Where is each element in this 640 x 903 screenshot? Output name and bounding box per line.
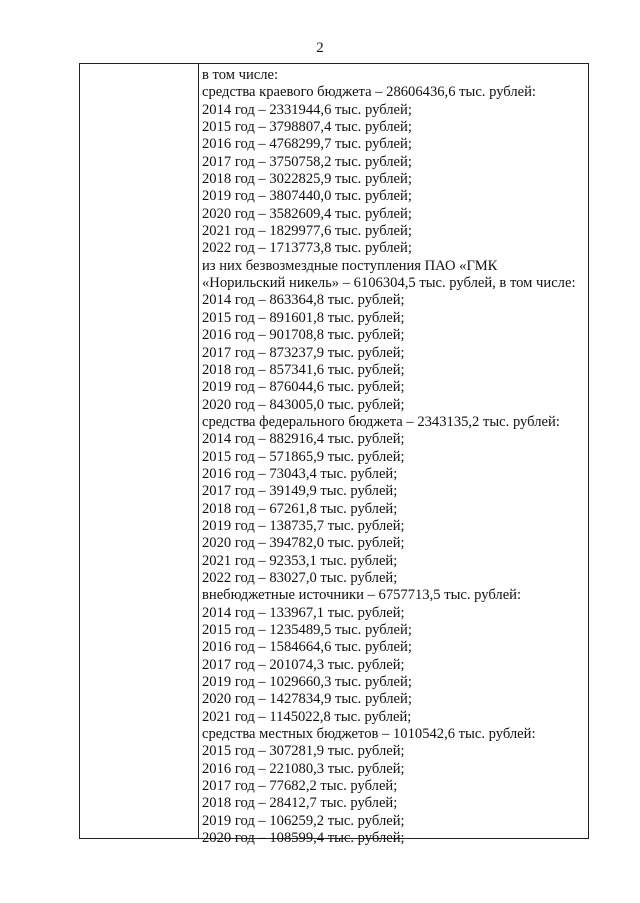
text-line: 2019 год – 3807440,0 тыс. рублей; xyxy=(202,188,412,205)
text-line: 2016 год – 73043,4 тыс. рублей; xyxy=(202,465,398,482)
text-line: 2020 год – 843005,0 тыс. рублей; xyxy=(202,396,405,413)
text-line: 2022 год – 83027,0 тыс. рублей; xyxy=(202,569,398,586)
text-line: 2014 год – 2331944,6 тыс. рублей; xyxy=(202,101,412,118)
text-line: 2017 год – 39149,9 тыс. рублей; xyxy=(202,483,398,500)
text-line: 2018 год – 3022825,9 тыс. рублей; xyxy=(202,171,412,188)
text-line: средства федерального бюджета – 2343135,2 тыс. рублей: xyxy=(202,413,560,430)
text-line: 2021 год – 92353,1 тыс. рублей; xyxy=(202,552,398,569)
text-line: 2016 год – 4768299,7 тыс. рублей; xyxy=(202,136,412,153)
table-cell-financing xyxy=(202,67,587,847)
text-line: 2016 год – 1584664,6 тыс. рублей; xyxy=(202,639,412,656)
text-line: внебюджетные источники – 6757713,5 тыс. рублей: xyxy=(202,587,522,604)
text-line: 2017 год – 873237,9 тыс. рублей; xyxy=(202,344,405,361)
text-line: 2016 год – 221080,3 тыс. рублей; xyxy=(202,760,405,777)
text-line: 2020 год – 394782,0 тыс. рублей; xyxy=(202,535,405,552)
text-line: 2020 год – 108599,4 тыс. рублей; xyxy=(202,830,405,847)
text-line: «Норильский никель» – 6106304,5 тыс. рублей, в том числе: xyxy=(202,275,576,292)
document-table xyxy=(79,63,589,847)
text-line: 2018 год – 28412,7 тыс. рублей; xyxy=(202,795,398,812)
text-line: 2015 год – 3798807,4 тыс. рублей; xyxy=(202,119,412,136)
text-line: 2019 год – 106259,2 тыс. рублей; xyxy=(202,812,405,829)
text-line: 2016 год – 901708,8 тыс. рублей; xyxy=(202,327,405,344)
column-divider xyxy=(198,64,199,838)
text-line: 2019 год – 876044,6 тыс. рублей; xyxy=(202,379,405,396)
text-line: 2019 год – 1029660,3 тыс. рублей; xyxy=(202,674,412,691)
text-line: 2014 год – 133967,1 тыс. рублей; xyxy=(202,604,405,621)
text-line: 2020 год – 1427834,9 тыс. рублей; xyxy=(202,691,412,708)
text-line: 2015 год – 307281,9 тыс. рублей; xyxy=(202,743,405,760)
text-line: 2019 год – 138735,7 тыс. рублей; xyxy=(202,517,405,534)
text-line: 2022 год – 1713773,8 тыс. рублей; xyxy=(202,240,412,257)
text-line: 2021 год – 1829977,6 тыс. рублей; xyxy=(202,223,412,240)
text-line: 2017 год – 201074,3 тыс. рублей; xyxy=(202,656,405,673)
page-number: 2 xyxy=(316,40,324,56)
text-line: 2018 год – 857341,6 тыс. рублей; xyxy=(202,361,405,378)
text-line: 2014 год – 882916,4 тыс. рублей; xyxy=(202,431,405,448)
text-line: в том числе: xyxy=(202,67,279,83)
text-line: средства краевого бюджета – 28606436,6 тыс. рублей: xyxy=(202,84,536,101)
text-line: 2020 год – 3582609,4 тыс. рублей; xyxy=(202,205,412,222)
text-line: средства местных бюджетов – 1010542,6 тыс. рублей: xyxy=(202,726,536,743)
text-line: 2017 год – 77682,2 тыс. рублей; xyxy=(202,778,398,795)
text-line: 2015 год – 1235489,5 тыс. рублей; xyxy=(202,622,412,638)
text-line: 2018 год – 67261,8 тыс. рублей; xyxy=(202,500,398,517)
text-line: 2014 год – 863364,8 тыс. рублей; xyxy=(202,292,405,309)
text-line: 2015 год – 891601,8 тыс. рублей; xyxy=(202,309,405,326)
text-line: из них безвозмездные поступления ПАО «ГМК xyxy=(202,257,498,274)
text-line: 2021 год – 1145022,8 тыс. рублей; xyxy=(202,708,412,725)
text-line: 2017 год – 3750758,2 тыс. рублей; xyxy=(202,153,412,170)
text-line: 2015 год – 571865,9 тыс. рублей; xyxy=(202,448,405,465)
